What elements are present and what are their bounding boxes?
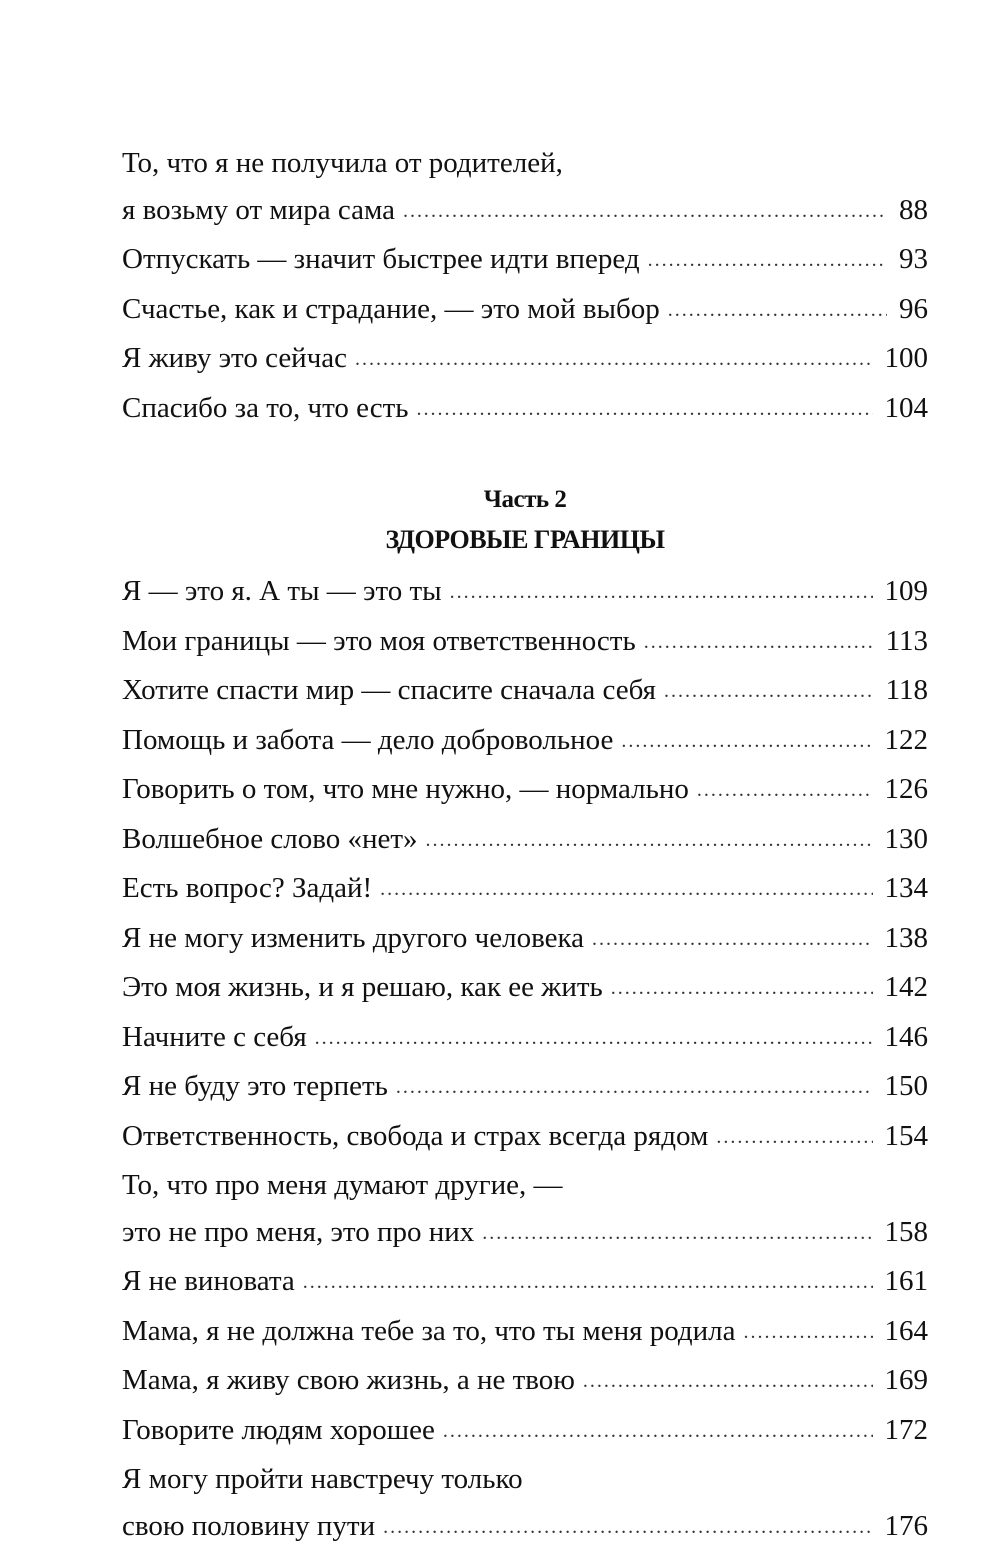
- toc-entry: [122, 385, 928, 435]
- toc-entry-line: [122, 1014, 928, 1064]
- toc-leader-dots: [355, 336, 872, 383]
- toc-leader-dots: [583, 1358, 873, 1405]
- toc-entry: [122, 1014, 928, 1064]
- toc-leader-dots: [450, 569, 873, 616]
- toc-entry-line: [122, 187, 928, 237]
- toc-entry-title: Отпускать — значит быстрее идти вперед: [122, 243, 640, 275]
- toc-entry-title: Я — это я. А ты — это ты: [122, 575, 442, 607]
- toc-entry-title: Я не буду это терпеть: [122, 1070, 388, 1102]
- part-title: ЗДОРОВЫЕ ГРАНИЦЫ: [385, 525, 665, 554]
- toc-entry-page: 130: [884, 822, 928, 855]
- toc-entry-page: 96: [899, 292, 928, 325]
- toc-leader-dots: [644, 619, 874, 666]
- toc-entry-title-line1: То, что я не получила от родителей,: [122, 147, 563, 179]
- toc-entry-page: 164: [884, 1314, 928, 1347]
- toc-entry: [122, 667, 928, 717]
- toc-entry: [122, 816, 928, 866]
- toc-entry-title: Начните с себя: [122, 1020, 307, 1053]
- toc-entry: [122, 1258, 928, 1308]
- toc-leader-dots: [426, 817, 873, 864]
- part-heading: [122, 480, 928, 560]
- toc-leader-dots: [383, 1504, 872, 1551]
- toc-entry-page: 161: [884, 1265, 928, 1297]
- toc-entry-title: Мама, я не должна тебе за то, что ты меня родила: [122, 1314, 736, 1347]
- toc-entry-title-line1: То, что про меня думают другие, —: [122, 1169, 563, 1201]
- toc-leader-dots: [648, 237, 887, 284]
- toc-leader-dots: [417, 386, 873, 433]
- toc-entry: [122, 1063, 928, 1113]
- toc-entry-line: [122, 385, 928, 435]
- toc-leader-dots: [380, 866, 872, 913]
- toc-entry-page: 126: [884, 773, 928, 805]
- toc-entry-page: 118: [885, 674, 928, 706]
- toc-entry-line: [122, 717, 928, 767]
- toc-entry: [122, 1162, 928, 1258]
- toc-list-part2: [122, 568, 928, 1552]
- toc-entry-title: Хотите спасти мир — спасите сначала себя: [122, 674, 656, 706]
- toc-entry-page: 134: [884, 872, 928, 904]
- toc-entry-line: [122, 1258, 928, 1308]
- toc-entry-title: Это моя жизнь, и я решаю, как ее жить: [122, 971, 603, 1003]
- toc-entry-page: 142: [884, 971, 928, 1003]
- toc-entry: [122, 1407, 928, 1457]
- toc-entry-title: Спасибо за то, что есть: [122, 391, 409, 424]
- toc-leader-dots: [611, 965, 873, 1012]
- toc-entry-title: Я не виновата: [122, 1265, 295, 1297]
- toc-leader-dots: [744, 1309, 873, 1356]
- toc-entry-line: [122, 915, 928, 965]
- toc-entry-line: [122, 816, 928, 866]
- toc-leader-dots: [443, 1408, 873, 1455]
- toc-entry-title: Есть вопрос? Задай!: [122, 872, 373, 904]
- toc-entry-title: Говорить о том, что мне нужно, — нормально: [122, 773, 689, 805]
- toc-leader-dots: [303, 1259, 873, 1306]
- toc-entry-title: Волшебное слово «нет»: [122, 822, 418, 855]
- toc-entry-page: 176: [884, 1509, 928, 1542]
- toc-entry-title: Помощь и забота — дело добровольное: [122, 723, 614, 756]
- toc-entry-line: [122, 1063, 928, 1113]
- toc-entry: [122, 717, 928, 767]
- toc-entry-line: [122, 568, 928, 618]
- toc-entry-title: Счастье, как и страдание, — это мой выбор: [122, 292, 660, 325]
- toc-entry-title: свою половину пути: [122, 1509, 376, 1542]
- toc-entry-page: 172: [884, 1413, 928, 1446]
- toc-entry-title: Ответственность, свобода и страх всегда рядом: [122, 1119, 709, 1152]
- toc-entry: [122, 964, 928, 1014]
- toc-entry: [122, 1308, 928, 1358]
- toc-entry-title: Говорите людям хорошее: [122, 1413, 435, 1446]
- toc-leader-dots: [482, 1210, 872, 1257]
- toc-leader-dots: [403, 188, 887, 235]
- toc-entry: [122, 618, 928, 668]
- toc-entry-line: [122, 766, 928, 816]
- toc-entry-title: я возьму от мира сама: [122, 193, 396, 226]
- toc-entry-line: [122, 1357, 928, 1407]
- toc-entry-page: 150: [884, 1070, 928, 1102]
- toc-entry-title: Я не могу изменить другого человека: [122, 921, 585, 954]
- toc-entry-page: 138: [884, 921, 928, 954]
- toc-entry-line: [122, 335, 928, 385]
- toc-entry-page: 122: [884, 723, 928, 756]
- toc-list-part1: [122, 140, 928, 434]
- toc-entry-line: [122, 618, 928, 668]
- toc-entry: [122, 865, 928, 915]
- toc-entry: [122, 236, 928, 286]
- toc-leader-dots: [396, 1064, 873, 1111]
- toc-entry: [122, 1456, 928, 1552]
- toc-entry: [122, 140, 928, 236]
- toc-entry-line: [122, 865, 928, 915]
- toc-entry-line: [122, 286, 928, 336]
- toc-entry-page: 169: [884, 1364, 928, 1396]
- toc-entry: [122, 1113, 928, 1163]
- toc-entry-line: [122, 1407, 928, 1457]
- toc-entry-page: 104: [884, 391, 928, 424]
- toc-entry-title: Мама, я живу свою жизнь, а не твою: [122, 1364, 575, 1396]
- toc-entry-page: 109: [884, 575, 928, 607]
- toc-entry-page: 146: [884, 1020, 928, 1053]
- toc-entry-line: [122, 1113, 928, 1163]
- toc-entry-page: 154: [884, 1119, 928, 1152]
- toc-leader-dots: [592, 916, 872, 963]
- table-of-contents: [122, 140, 928, 1552]
- toc-entry-title-line1: Я могу пройти навстречу только: [122, 1463, 523, 1495]
- toc-leader-dots: [315, 1015, 873, 1062]
- toc-entry-line: [122, 1503, 928, 1553]
- toc-entry-title: Мои границы — это моя ответственность: [122, 624, 636, 657]
- toc-entry: [122, 335, 928, 385]
- toc-entry: [122, 766, 928, 816]
- toc-leader-dots: [716, 1114, 872, 1161]
- toc-entry-title: Я живу это сейчас: [122, 342, 348, 374]
- toc-entry-line: [122, 1308, 928, 1358]
- toc-leader-dots: [664, 668, 874, 715]
- toc-entry-page: 88: [899, 193, 928, 226]
- toc-entry: [122, 568, 928, 618]
- toc-entry: [122, 915, 928, 965]
- toc-entry: [122, 1357, 928, 1407]
- toc-leader-dots: [621, 718, 872, 765]
- toc-entry-line: [122, 667, 928, 717]
- toc-leader-dots: [697, 767, 873, 814]
- toc-entry-title: это не про меня, это про них: [122, 1215, 475, 1248]
- toc-entry-page: 113: [885, 624, 928, 657]
- toc-entry-page: 93: [899, 243, 928, 275]
- toc-entry-page: 100: [884, 342, 928, 374]
- toc-entry-line: [122, 236, 928, 286]
- part-label: Часть 2: [483, 486, 567, 513]
- toc-entry-line: [122, 964, 928, 1014]
- toc-entry: [122, 286, 928, 336]
- toc-leader-dots: [668, 287, 887, 334]
- toc-entry-page: 158: [884, 1215, 928, 1248]
- toc-entry-line: [122, 1209, 928, 1259]
